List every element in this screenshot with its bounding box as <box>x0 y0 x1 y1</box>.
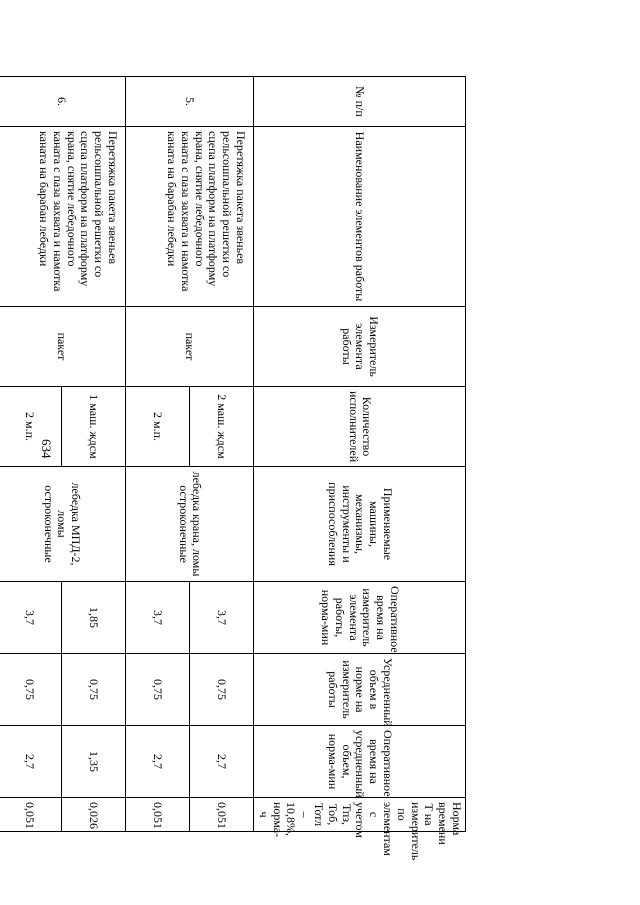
row-norm: 0,051 <box>0 798 62 832</box>
row-executors: 1 маш. ждсм <box>62 387 126 467</box>
row-machines: лебедка крана, ломы остроконечные <box>126 467 254 582</box>
row-unit: пакет <box>126 307 254 387</box>
norms-table <box>0 76 466 861</box>
row-op-time-elem: 3,7 <box>0 582 62 654</box>
row-op-time-vol: 2,7 <box>126 726 190 798</box>
row-norm: 0,026 <box>62 798 126 832</box>
row-norm: 0,051 <box>126 798 190 832</box>
header-norm: Норма времени Т на измеритель по элементам с учетом Тпз, Тоб, Тотл – 10,8%, норма-ч <box>254 798 466 832</box>
row-num: 6. <box>0 77 126 127</box>
header-op-time-vol: Оперативное время на усредненный объем, норма-мин <box>254 726 466 798</box>
row-norm: 0,051 <box>190 798 254 832</box>
table-header-row <box>254 77 466 832</box>
row-name: Перетяжка пакета звеньев рельсошпальной решетки со сцепа платформ на платформу крана, снятие лебедочного каната с паза захвата и намотка каната на барабан лебедки <box>126 127 254 307</box>
header-machines: Применяемые машины, механизмы, инструменты и приспособления <box>254 467 466 582</box>
row-op-time-vol: 2,7 <box>190 726 254 798</box>
row-name: Перетяжка пакета звеньев рельсошпальной решетки со сцепа платформ на платформу крана, снятие лебедочного каната с паза захвата и намотка каната на барабан лебедки <box>0 127 126 307</box>
row-volume: 0,75 <box>62 654 126 726</box>
row-executors: 2 маш. ждсм <box>190 387 254 467</box>
row-executors: 2 м.п. <box>126 387 190 467</box>
header-executors: Количество исполнителей <box>254 387 466 467</box>
row-num: 5. <box>126 77 254 127</box>
header-name: Наименование элементов работы <box>254 127 466 307</box>
row-op-time-elem: 3,7 <box>126 582 190 654</box>
header-op-time-elem: Оперативное время на измеритель элемента работы, норма-мин <box>254 582 466 654</box>
row-op-time-elem: 1,85 <box>62 582 126 654</box>
header-volume: Усредненный объем в норме на измеритель работы <box>254 654 466 726</box>
header-num: № п/п <box>254 77 466 127</box>
table-row <box>190 77 254 832</box>
row-machines: лебедка МПД-2, ломы остроконечные <box>0 467 126 582</box>
header-unit: Измеритель элемента работы <box>254 307 466 387</box>
row-unit: пакет <box>0 307 126 387</box>
row-executors: 2 м.п. <box>0 387 62 467</box>
page-number: 634 <box>39 439 54 459</box>
row-volume: 0,75 <box>190 654 254 726</box>
row-volume: 0,75 <box>0 654 62 726</box>
row-op-time-elem: 3,7 <box>190 582 254 654</box>
row-op-time-vol: 2,7 <box>0 726 62 798</box>
row-volume: 0,75 <box>126 654 190 726</box>
row-op-time-vol: 1,35 <box>62 726 126 798</box>
table-row <box>62 77 126 832</box>
